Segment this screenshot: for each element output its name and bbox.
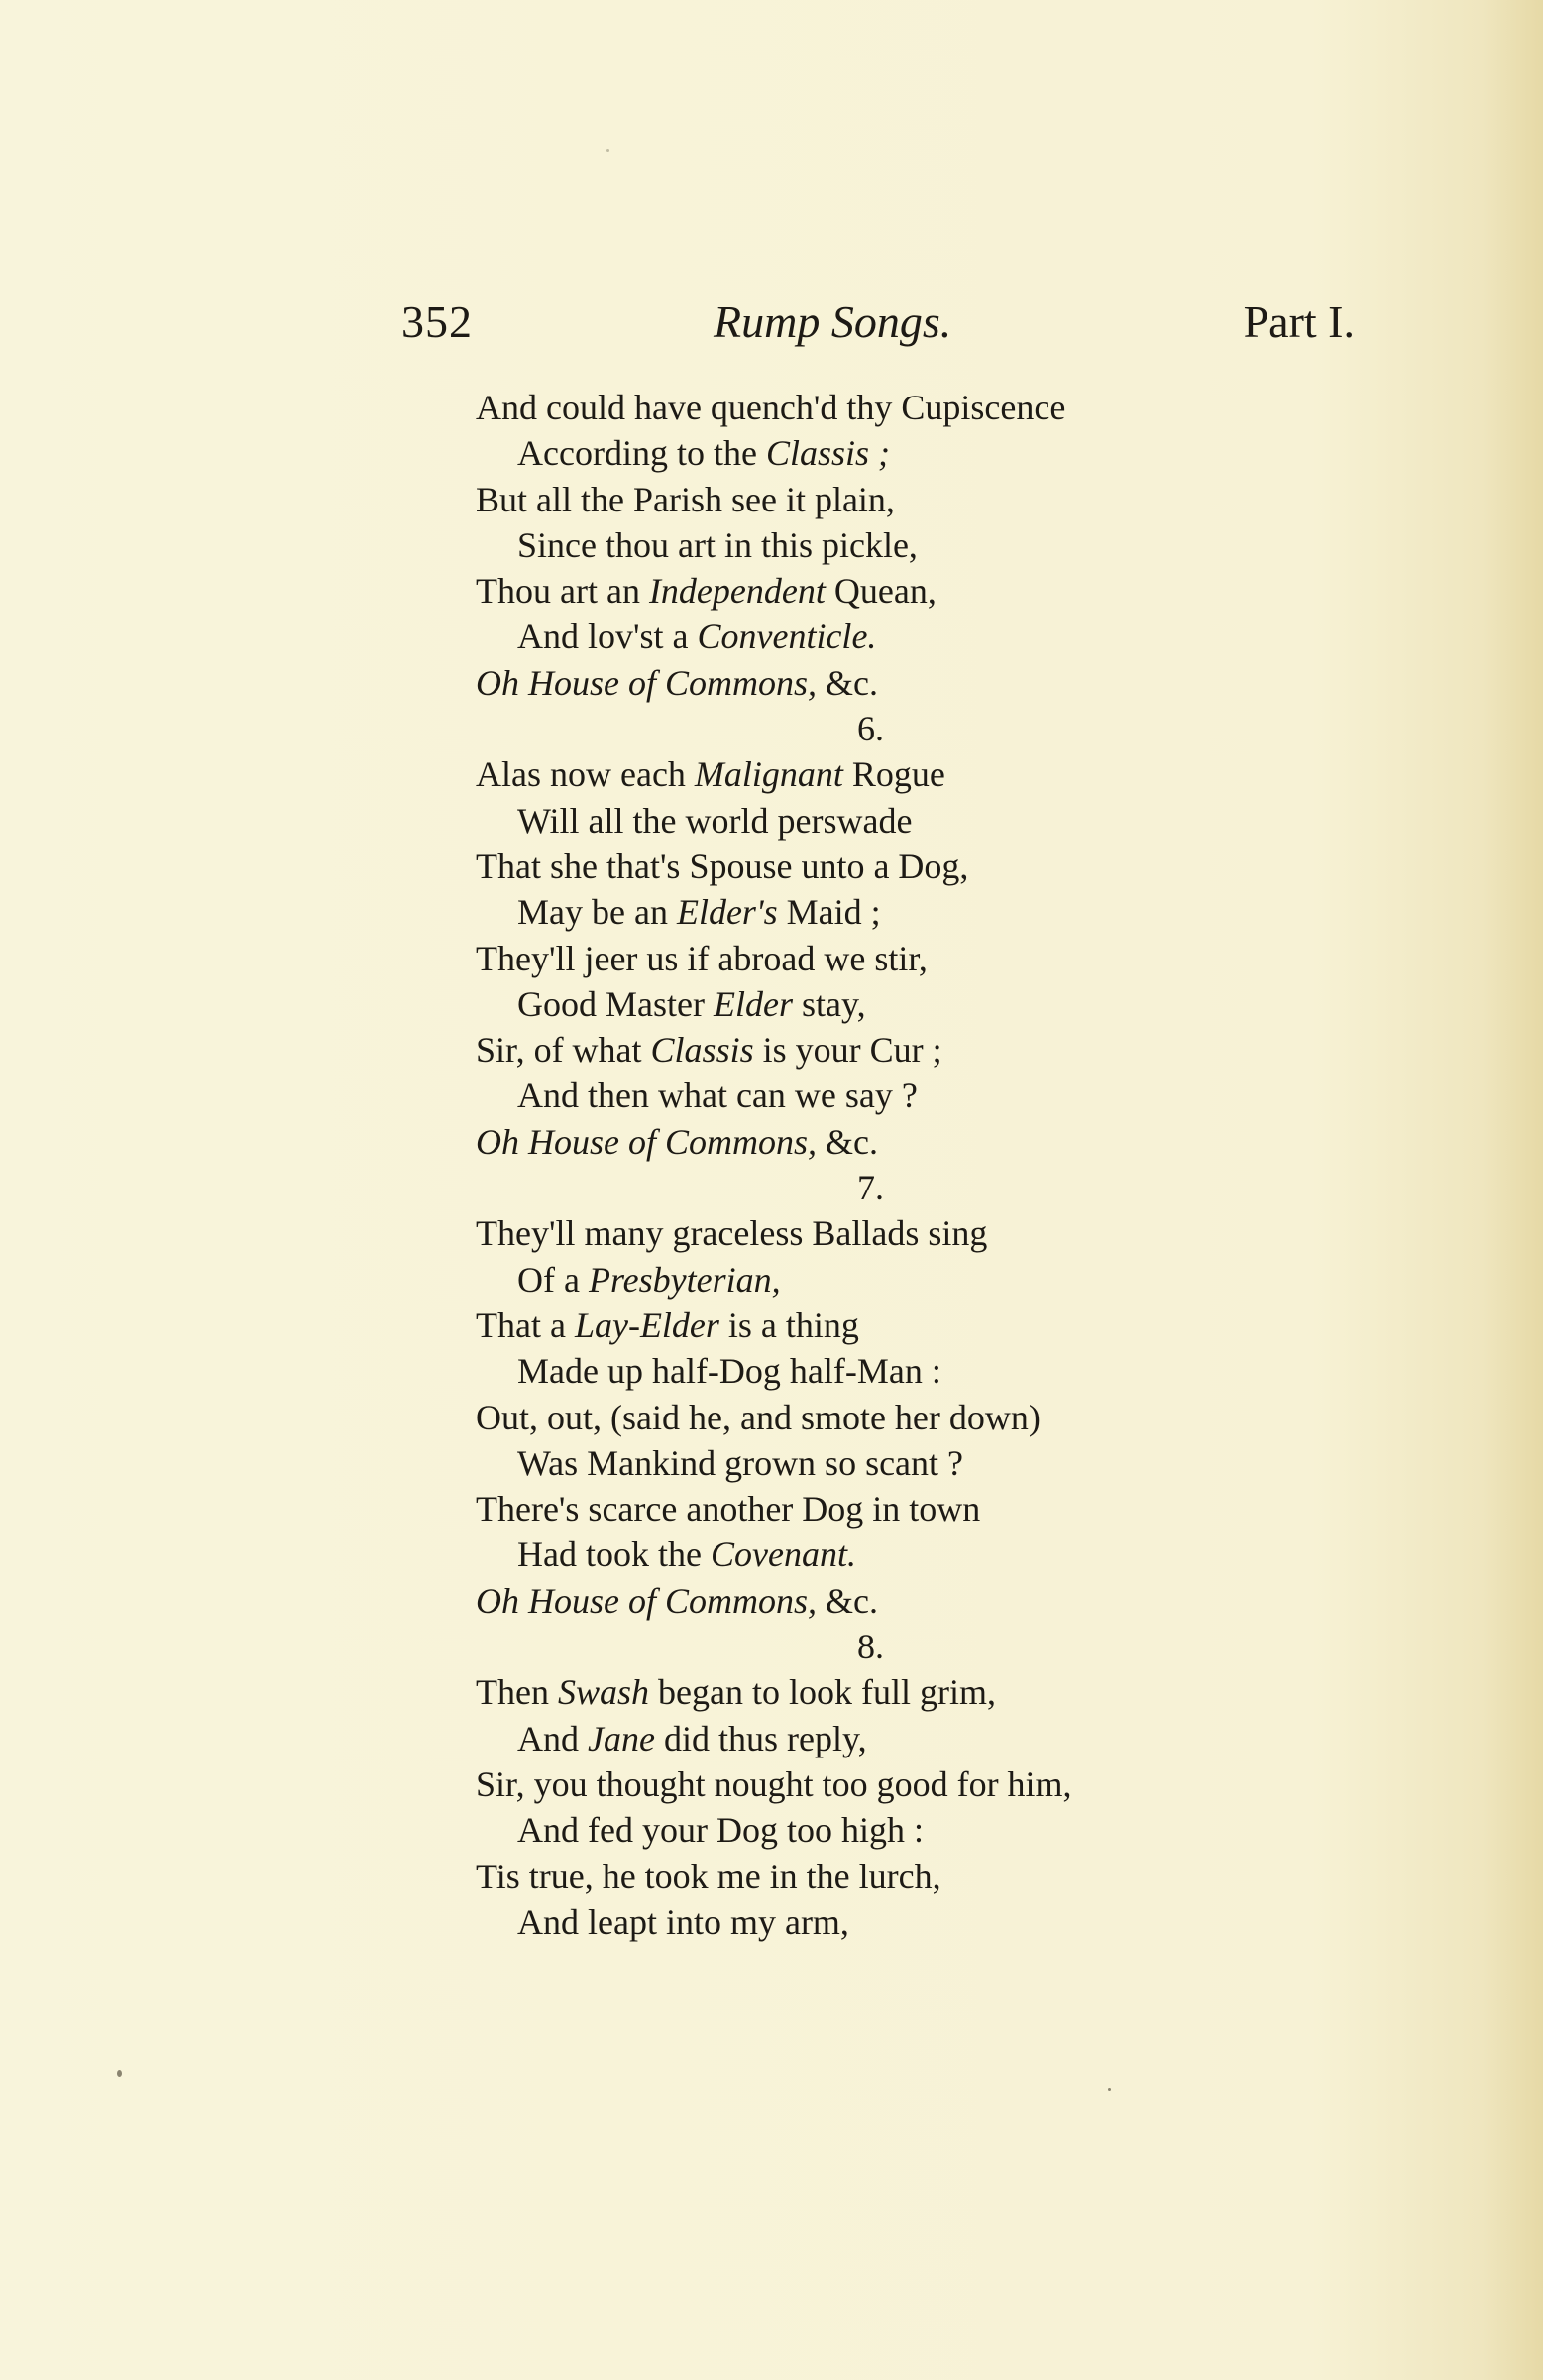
text-segment: And (517, 1718, 588, 1758)
text-segment: They'll many graceless Ballads sing (476, 1213, 988, 1254)
part-label: Part I. (1243, 296, 1355, 347)
italic-phrase: Presbyterian, (588, 1259, 781, 1300)
stanza-number (476, 706, 1229, 751)
text-segment: Sir, you thought nought too good for him, (476, 1763, 1072, 1804)
italic-phrase: Malignant (694, 754, 843, 795)
verse-line (476, 1578, 1229, 1624)
verse-line (476, 1027, 1229, 1073)
text-segment: is your Cur ; (753, 1030, 942, 1071)
text-segment: Good Master (517, 983, 714, 1024)
stanza-number (476, 1165, 1229, 1210)
verse-line (476, 844, 1229, 889)
verse-line (476, 430, 1229, 476)
verse-line (476, 1716, 1229, 1761)
verse-line (476, 1303, 1229, 1348)
text-segment: And lov'st a (517, 617, 698, 657)
text-segment: Tis true, he took me in the lurch, (476, 1856, 941, 1896)
text-segment: Out, out, (said he, and smote her down) (476, 1397, 1041, 1437)
text-segment: &c. (817, 1580, 878, 1621)
verse-line (476, 1761, 1229, 1807)
paper-speck (117, 2070, 122, 2077)
text-segment: stay, (792, 983, 866, 1024)
verse-line (476, 1257, 1229, 1303)
italic-phrase: Oh House of Commons, (476, 1580, 818, 1621)
text-segment: May be an (517, 892, 677, 933)
stanza-number (476, 1624, 1229, 1669)
verse-line (476, 1440, 1229, 1486)
italic-phrase: Elder's (676, 892, 778, 933)
verse-line (476, 889, 1229, 935)
page-number: 352 (401, 296, 473, 347)
italic-phrase: Lay-Elder (574, 1304, 719, 1345)
italic-phrase: Oh House of Commons, (476, 1121, 818, 1162)
poem-text (476, 385, 1229, 1945)
text-segment: Thou art an (476, 571, 649, 612)
text-segment: That a (476, 1304, 575, 1345)
text-segment: Since thou art in this pickle, (517, 524, 918, 565)
text-segment: But all the Parish see it plain, (476, 479, 895, 519)
text-segment: &c. (817, 1121, 878, 1162)
verse-line (476, 1807, 1229, 1853)
text-segment: Sir, of what (476, 1030, 651, 1071)
text-segment: Will all the world perswade (517, 800, 913, 841)
text-segment: Then (476, 1672, 558, 1713)
text-segment: began to look full grim, (649, 1672, 996, 1713)
running-title: Rump Songs. (714, 296, 952, 347)
italic-phrase: Swash (557, 1672, 649, 1713)
text-segment: 7. (857, 1168, 884, 1208)
verse-line (476, 385, 1229, 430)
text-segment: And leapt into my arm, (517, 1901, 849, 1942)
text-segment: There's scarce another Dog in town (476, 1489, 981, 1530)
verse-line (476, 936, 1229, 981)
text-segment: They'll jeer us if abroad we stir, (476, 938, 928, 978)
verse-line (476, 1395, 1229, 1440)
italic-phrase: Independent (648, 571, 826, 612)
text-segment: Was Mankind grown so scant ? (517, 1442, 964, 1483)
paper-speck (1108, 2088, 1111, 2091)
text-segment: And then what can we say ? (517, 1076, 918, 1116)
text-segment: is a thing (718, 1304, 859, 1345)
verse-line (476, 1119, 1229, 1165)
text-segment: Made up half-Dog half-Man : (517, 1351, 941, 1392)
text-segment: 6. (857, 709, 884, 749)
verse-line (476, 522, 1229, 568)
verse-line (476, 1486, 1229, 1531)
text-segment: Quean, (825, 571, 937, 612)
text-segment: That she that's Spouse unto a Dog, (476, 846, 969, 886)
text-segment: Maid ; (777, 892, 881, 933)
text-segment: 8. (857, 1627, 884, 1667)
verse-line (476, 477, 1229, 522)
verse-line (476, 981, 1229, 1027)
text-segment: According to the (517, 433, 766, 474)
italic-phrase: Classis ; (765, 433, 890, 474)
text-segment: Had took the (517, 1534, 711, 1575)
verse-line (476, 1531, 1229, 1577)
verse-line (476, 1210, 1229, 1256)
paper-speck (606, 149, 609, 152)
verse-line (476, 614, 1229, 659)
italic-phrase: Jane (588, 1718, 655, 1758)
text-segment: &c. (817, 662, 878, 703)
text-segment: And fed your Dog too high : (517, 1810, 924, 1851)
text-segment: Alas now each (476, 754, 695, 795)
verse-line (476, 1073, 1229, 1118)
verse-line (476, 798, 1229, 844)
verse-line (476, 1348, 1229, 1394)
verse-line (476, 568, 1229, 614)
text-segment: And could have quench'd thy Cupiscence (476, 388, 1066, 427)
italic-phrase: Classis (650, 1030, 754, 1071)
verse-line (476, 751, 1229, 797)
text-segment: Rogue (842, 754, 945, 795)
verse-line (476, 1899, 1229, 1945)
running-header (401, 295, 1355, 365)
verse-line (476, 1854, 1229, 1899)
verse-line (476, 1669, 1229, 1715)
verse-line (476, 660, 1229, 706)
text-segment: did thus reply, (654, 1718, 867, 1758)
italic-phrase: Conventicle. (697, 617, 877, 657)
italic-phrase: Covenant. (710, 1534, 856, 1575)
italic-phrase: Oh House of Commons, (476, 662, 818, 703)
text-segment: Of a (517, 1259, 589, 1300)
italic-phrase: Elder (713, 983, 793, 1024)
